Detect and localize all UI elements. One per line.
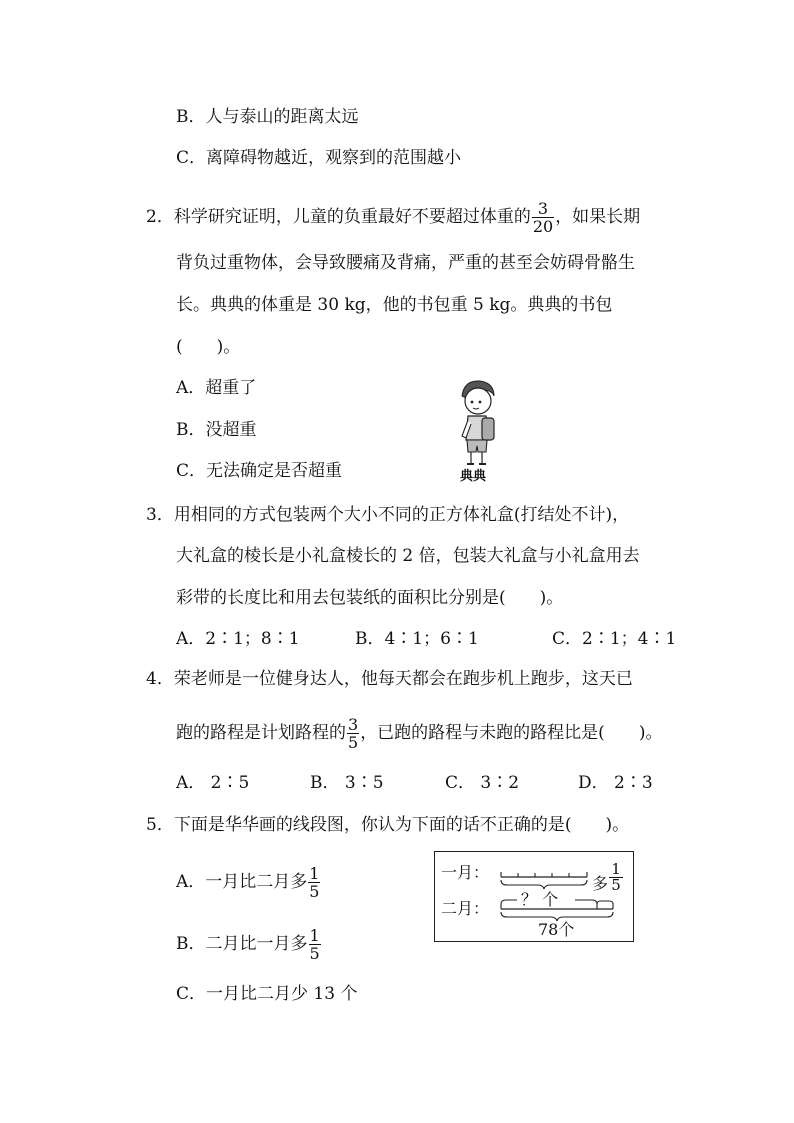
q3-line-2: 大礼盒的棱长是小礼盒棱长的 2 倍，包装大礼盒与小礼盒用去 [176,546,640,566]
q2-option-b[interactable]: B．没超重 [176,420,257,440]
q3-options [176,628,696,650]
q4-option-d[interactable]: D． 2∶3 [578,773,653,793]
q5-option-b-text: B．二月比一月多 [176,934,308,954]
q2-text-pre: 2．科学研究证明，儿童的负重最好不要超过体重的 [146,207,531,227]
q5-b-denominator: 5 [309,944,320,963]
q2-fraction-denominator: 20 [532,217,554,236]
jan-brace [501,880,587,889]
diagram-label-january: 一月： [441,863,490,882]
q2-line-1 [146,200,640,235]
boy-caption: 典典 [460,469,487,484]
q5-line-1: 5．下面是华华画的线段图，你认为下面的话不正确的是( )。 [146,815,630,835]
diagram-fraction-numerator: 1 [609,862,623,878]
q4-fraction [347,716,359,751]
q5-b-numerator: 1 [309,926,320,945]
diagram-fraction-denominator: 5 [611,876,621,894]
q3-option-c[interactable]: C．2∶1；4∶1 [552,629,677,649]
q5-option-a[interactable] [176,865,321,900]
boy-with-backpack-illustration [452,376,502,486]
q4-option-c[interactable]: C． 3∶2 [445,773,520,793]
q3-line-1: 3．用相同的方式包装两个大小不同的正方体礼盒(打结处不计)， [146,505,630,525]
q4-fraction-numerator: 3 [348,715,359,734]
q4-options [176,772,676,794]
q4-line-1: 4．荣老师是一位健身达人，他每天都会在跑步机上跑步，这天已 [146,669,633,689]
q2-text-post: ，如果长期 [555,207,641,227]
q2-option-a[interactable]: A．超重了 [176,378,257,398]
q5-option-a-fraction [308,865,320,900]
q5-option-a-text: A．一月比二月多 [176,872,308,892]
q2-fraction [532,200,554,235]
q3-line-3: 彩带的长度比和用去包装纸的面积比分别是( )。 [176,588,564,608]
q4-fraction-denominator: 5 [348,733,359,752]
diagram-label-unknown: ？ 个 [521,890,559,909]
q4-line-2 [176,716,662,751]
q5-option-c[interactable]: C．一月比二月少 13 个 [176,984,358,1004]
q5-option-b[interactable] [176,927,322,962]
q4-text-pre: 跑的路程是计划路程的 [176,723,346,743]
diagram-fraction [609,862,623,893]
q4-option-b[interactable]: B． 3∶5 [310,773,384,793]
q2-line-4: ( )。 [176,337,241,357]
prev-option-c: C．离障碍物越近，观察到的范围越小 [176,148,462,168]
q5-option-b-fraction [309,927,321,962]
q3-option-b[interactable]: B．4∶1；6∶1 [355,629,479,649]
q3-option-a[interactable]: A．2∶1；8∶1 [176,629,300,649]
q4-option-a[interactable]: A． 2∶5 [176,773,250,793]
prev-option-b: B．人与泰山的距离太远 [176,107,359,127]
q2-fraction-numerator: 3 [532,200,554,218]
q4-text-post: ，已跑的路程与未跑的路程比是( )。 [360,723,663,743]
segment-diagram [434,851,634,942]
diagram-label-more: 多 [592,874,609,893]
q5-a-denominator: 5 [309,882,320,901]
q2-line-3: 长。典典的体重是 30 kg，他的书包重 5 kg。典典的书包 [176,295,613,315]
diagram-label-february: 二月： [441,899,490,918]
q2-line-2: 背负过重物体，会导致腰痛及背痛，严重的甚至会妨碍骨骼生 [176,253,635,273]
q5-a-numerator: 1 [309,864,320,883]
diagram-label-total: 78个 [538,920,575,939]
q2-option-c[interactable]: C．无法确定是否超重 [176,461,343,481]
